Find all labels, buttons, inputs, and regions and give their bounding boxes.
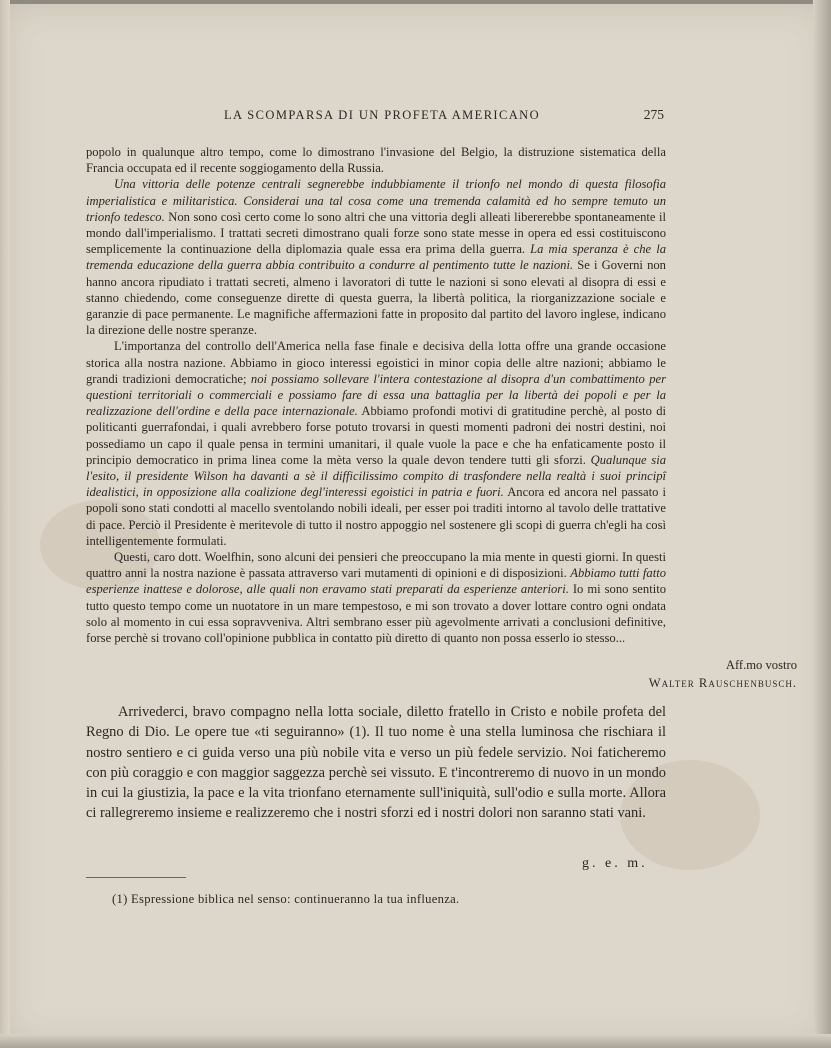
page-top-edge	[0, 0, 831, 4]
footnote-rule	[86, 877, 186, 878]
page-number: 275	[643, 107, 664, 122]
farewell-paragraph: Arrivederci, bravo compagno nella lotta sociale, diletto fratello in Cristo e nobile profeta del Regno di Dio. Le opere tue «ti seguiranno» (1). Il tuo nome è una stella luminosa che rischiara il nostro sentiero e ci guida verso una più nobile vita e verso un più fedele servizio. Noi faticheremo con più coraggio e con maggior saggezza perchè sei vissuto. E t'incontreremo di nuovo in un mondo in cui la giustizia, la pace e la vita trionfano eternamente sull'iniquità, sull'odio e sulla morte. Allora ci rallegreremo insieme e realizzeremo che i nostri sforzi ed i nostri dolori non saranno stati vani.	[86, 704, 666, 822]
page-left-edge	[0, 0, 10, 1048]
signature-closing: Aff.mo vostro	[725, 658, 797, 672]
text-run: popolo in qualunque altro tempo, come lo dimostrano l'invasione del Belgio, la distruzione sistematica della Francia occupata ed il recente soggiogamento della Russia.	[86, 145, 666, 176]
italic-text-run: Abbiamo tutti fatto esperienze inattese e dolorose, alle quali non eravamo stati preparati da esperienze anteriori.	[86, 566, 666, 597]
letter-paragraph	[86, 176, 666, 338]
text-run: Questi, caro dott. Woelfhin, sono alcuni dei pensieri che preoccupano la mia mente in questi giorni. In questi quattro anni la nostra nazione è passata attraverso vari mutamenti di opinioni e di disposizioni.	[86, 550, 666, 581]
page-bottom-edge	[0, 1034, 831, 1048]
author-initials: g. e. m.	[582, 856, 648, 871]
letter-body	[86, 144, 666, 646]
italic-text-run: Una vittoria delle potenze centrali segnerebbe indubbiamente il trionfo nel mondo di questa filosofia imperialistica e militaristica. Considerai una tal cosa come una tremenda calamità ed ho sempre temuto un trionfo tedesco.	[86, 177, 666, 224]
italic-text-run: Qualunque sia l'esito, il presidente Wilson ha davanti a sè il difficilissimo compito di trasfondere nella realtà i suoi principî idealistici, in opposizione alla coalizione degl'interessi egoistici in patria e fuori.	[86, 452, 666, 500]
text-run: Se i Governi non hanno ancora ripudiato i trattati secreti, almeno i lavoratori di tutte le nazioni si sono elevati al disopra di essi e stanno chiedendo, come conseguenze dirette di questa guerra, la libertà politica, la riorganizzazione sociale e garanzie di pace permanente. Le magnifiche affermazioni fatte in proposito dal partito del lavoro inglese, indicano la direzione delle nostre speranze.	[86, 258, 666, 338]
text-run: Abbiamo profondi motivi di gratitudine perchè, al posto di politicanti guerrafondai, i quali avrebbero forse potuto trovarsi in questi momenti padroni dei nostri destini, noi possediamo un capo il quale pensa in termini umanitari, il quale vuole la pace e che ha enfaticamente posto il principio democratico in prima linea come la mèta verso la quale devon tendere tutti gli sforzi.	[86, 404, 666, 467]
running-title: LA SCOMPARSA DI UN PROFETA AMERICANO	[224, 108, 541, 122]
text-run: L'importanza del controllo dell'America nella fase finale e decisiva della lotta offre una grande occasione storica alla nostra nazione. Abbiamo in gioco interessi egoistici in minor copia delle altre nazioni; abbiamo le grandi tradizioni democratiche;	[86, 339, 666, 386]
letter-paragraph	[86, 549, 666, 646]
running-header	[224, 108, 664, 123]
page-right-edge	[813, 0, 831, 1048]
footnote: (1) Espressione biblica nel senso: continueranno la tua influenza.	[112, 892, 460, 906]
text-run: Non sono così certo come lo sono altri che una vittoria degli alleati libererebbe spontaneamente il mondo dall'imperialismo. I trattati secreti dimostrano quali forze sono state messe in opera ed essi costituiscono semplicemente la continuazione della diplomazia quale essa era prima della guerra.	[86, 209, 666, 257]
signature-name: Walter Rauschenbusch.	[648, 676, 797, 690]
letter-paragraph	[86, 144, 666, 176]
italic-text-run: La mia speranza è che la tremenda educazione della guerra abbia contribuito a condurre al pentimento tutte le nazioni.	[86, 242, 666, 273]
italic-text-run: noi possiamo sollevare l'intera contestazione al disopra d'un combattimento per questioni territoriali o commerciali e possiamo fare di essa una battaglia per la libertà dei popoli e per la realizzazione dell'ordine e della pace internazionale.	[86, 371, 666, 419]
text-run: Ancora ed ancora nel passato i popoli sono stati condotti al macello sventolando nobili ideali, per esser poi traditi intorno al tavolo delle trattative di pace. Perciò il Presidente è meritevole di tutto il nostro appoggio nel sostenere gli scopi di guerra ch'egli ha così intelligentemente formulati.	[86, 485, 666, 548]
letter-paragraph	[86, 338, 666, 549]
text-run: Io mi sono sentito tutto questo tempo come un nuotatore in un mare tempestoso, e mi son trovato a dover lottare contro ogni ondata solo al momento in cui essa sopravveniva. Altri sembrano esser più agevolmente arrivati a conclusioni definitive, forse perchè si trovano coll'opinione pubblica in contatto più diretto di quanto non possa esserlo io stesso...	[86, 582, 666, 646]
